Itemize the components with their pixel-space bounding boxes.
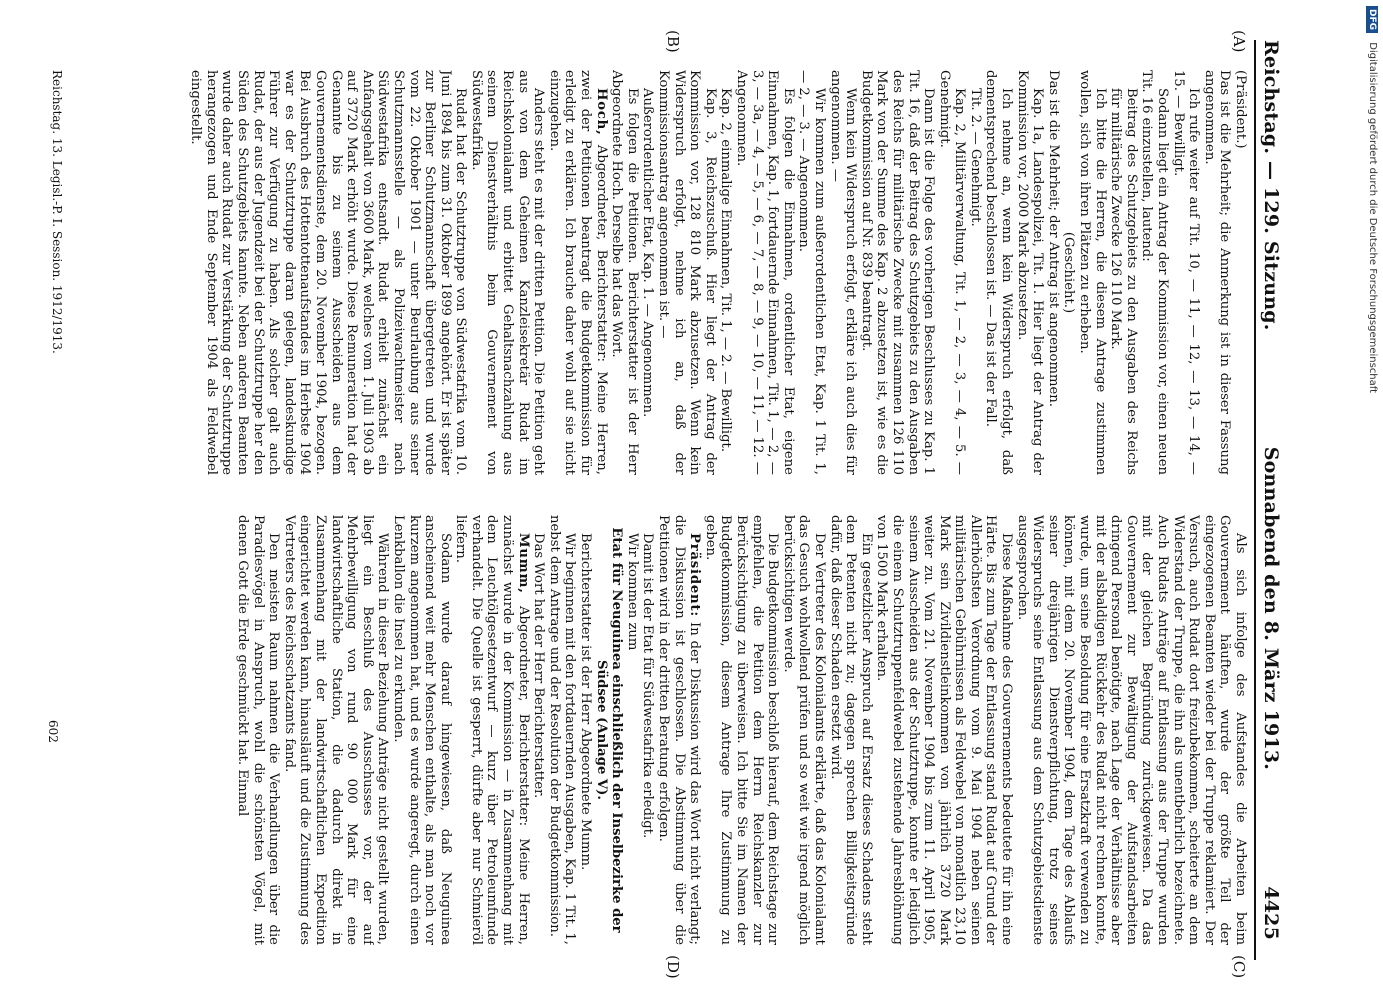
paragraph — [577, 515, 593, 945]
paragraph-text: Kap. 2, einmalige Einnahmen, Tit. 1, — 2. — Bewilligt. — [718, 88, 734, 453]
paragraph-text: Abgeordneter, Berichterstatter: Meine Herren, zwei der Petitionen beantragt die Budgetkommission für erledigt zu erklären. Ich brauche daher wohl auf sie nicht einzugehen. — [546, 70, 609, 475]
paragraph — [1014, 70, 1045, 475]
paragraph — [827, 70, 858, 475]
paragraph — [1232, 70, 1248, 475]
paragraph-text: Sodann wurde darauf hingewiesen, daß Neuguinea anscheinend weit mehr Menschen enthalte, als man noch vor kurzem angenommen hat, und es wurde angeregt, durch einen Lenkballon die Insel zu erkunden. — [390, 515, 453, 945]
paragraph — [936, 70, 967, 475]
paragraph-text: Kap. 2, Militärverwaltung, Tit. 1, — 2, — 3, — 4, — 5. — Genehmigt. — [936, 70, 968, 475]
paragraph-text: Abgeordneter, Berichterstatter: Meine Herren, zunächst wurde in der Kommission — in Zusammenhang mit dem Leuchtölgesetzentwurf — kurz über Petroleumfunde verhandelt. Die Quelle ist gesperrt, dürfte aber nur Schmieröl liefern. — [453, 515, 531, 945]
paragraph — [702, 515, 780, 945]
paragraph — [1108, 70, 1139, 475]
paragraph — [967, 70, 983, 475]
paragraph-text: (Geschieht.) — [1061, 231, 1077, 314]
paragraph — [546, 70, 608, 475]
paragraph-text: Diese Maßnahme des Gouvernements bedeutete für ihn eine Härte. Bis zum Tage der Entlassung stand Rudat auf Grund der Allerhöchsten Verordnung vom 9. Mai 1904 neben seinen militärischen Gebührnissen als Feldwebel von monatlich 23,10 Mark sein Zivildienstleinkommen von jährlich 3720 Mark weiter zu. Vom 21. November 1904 bis zum 11. April 1905, seinem Ausscheiden aus der Schutztruppe, konnte er lediglich die einem Schutztruppenfeldwebel zustehende Jahresblöhnung von 1500 Mark erhalten. — [874, 515, 1015, 945]
paragraph — [1170, 70, 1201, 475]
header-rule — [1254, 40, 1256, 960]
paragraph-text: Wir beginnen mit den fortdauernden Ausgaben, Kap. 1 Tit. 1, nebst dem Antrage und der Resolution der Budgetkommission. — [546, 515, 578, 945]
document-page — [22, 0, 1322, 1000]
paragraph — [655, 515, 702, 945]
paragraph-text: Den meisten Raum nahmen die Verhandlungen über die Paradiesvögel in Anspruch, wohl die schönsten Vögel, mit denen Gott die Erde geschmückt hat. Einmal — [235, 515, 282, 945]
paragraph-text: Wir kommen zum — [624, 533, 640, 651]
paragraph-text: Tit. 2. — Genehmigt. — [967, 88, 983, 227]
paragraph — [640, 515, 656, 945]
paragraph-text: Die Budgetkommission beschloß hierauf, dem Reichstage zur empfehlen, die Petition dem Herrn Reichskanzler zur Berücksichtigung zu überweisen. Ich bitte Sie im Namen der Budgetkommission, diesem Antrage Ihre Zustimmung zu geben. — [702, 515, 781, 945]
paragraph — [874, 515, 1014, 945]
paragraph — [655, 70, 717, 475]
paragraph-text: Ich bitte die Herren, die diesem Antrage zustimmen wollen, sich von ihren Plätzen zu erheben. — [1077, 70, 1108, 475]
paragraph — [858, 70, 936, 475]
paragraph — [609, 70, 640, 475]
paragraph-text: Etat für Neuguinea einschließlich der Inselbezirke der Südsee (Anlage V). — [593, 527, 625, 933]
paragraph — [1076, 70, 1107, 475]
paragraph — [1139, 70, 1170, 475]
paragraph — [234, 515, 281, 945]
paragraph — [531, 515, 547, 945]
paragraph-text: Wir kommen zum außerordentlichen Etat, Kap. 1 Tit. 1, — 2, — 3. — Angenommen. — [796, 70, 827, 475]
paragraph-text: Es folgen die Petitionen. Berichterstatter ist der Herr Abgeordnete Hoch. Derselbe hat das Wort. — [609, 70, 640, 475]
paragraph-text: Beitrag des Schutzgebiets zu den Ausgaben des Reichs für militärische Zwecke 126 110 Mark. — [1108, 88, 1139, 475]
margin-marker-a: (A) — [1230, 30, 1248, 53]
paragraph-text: Kap. 3, Reichszuschuß. Hier liegt der Antrag der Kommission vor, 128 810 Mark abzusetzen. Wenn kein Widerspruch erfolgt, nehme ich an, daß der Kommissionsantrag angenommen ist. — — [656, 70, 718, 475]
paragraph-text: Rudat hat der Schutztruppe von Südwestafrika vom 10. Juni 1894 bis zum 31. Oktober 1899 angehört. Er ist später zur Berliner Schutzmannschaft übergetreten und wurde vom 22. Oktober 1901 — unter Beurlaubung aus seiner Schutzmannsstelle — als Polizeiwachtmeister nach Südwestafrika entsandt. Rudat erhielt zunächst ein Anfangsgehalt von 3600 Mark, welches vom 1. Juli 1903 ab auf 3720 Mark erhöht wurde. Diese Remuneration hat der Genannte bis zu seinem Ausscheiden aus dem Gouvernementsdienste, dem 20. November 1904, bezogen. Bei Ausbruch des Hottentottenaufstandes im Herbste 1904 war es der Schutztruppe daran gelegen, landeskundige Führer zur Verfügung zu haben. Als solcher galt auch Rudat, der aus der Jugendzeit bei der Schutztruppe her den Süden des Schutzgebiets kannte. Neben anderen Beamten wurde daher auch Rudat zur Verstärkung der Schutztruppe herangezogen und Ende September 1904 als Feldwebel eingestellt. — [188, 70, 469, 475]
right-text-column — [68, 515, 1248, 945]
paragraph-text: Dann ist die Folge des vorherigen Beschlusses zu Kap. 1 Tit. 16, daß der Beitrag des Schutzgebiets zu den Ausgaben des Reichs für militärische Zwecke mit zusammen 126 110 Mark von der Summe des Kap. 2 abzusetzen ist, wie es die Budgetkommission auf Nr. 839 beantragt. — [858, 70, 937, 475]
dfg-stamp-text: Digitalisierung gefördert durch die Deutsche Forschungsgemeinschaft — [1367, 42, 1378, 394]
paragraph-text: Der Vertreter des Kolonialamts erklärte, daß das Kolonialamt das Gesuch wohlwollend prüfen und so weit wie irgend möglich berücksichtigen werde. — [780, 515, 827, 945]
paragraph-text: Ich rufe weiter auf Tit. 10, — 11, — 12, — 13, — 14, — 15. — Bewilligt. — [1170, 70, 1202, 475]
margin-marker-b: (B) — [664, 30, 682, 53]
paragraph — [780, 515, 827, 945]
paragraph-text: Als sich infolge des Aufstandes die Arbeiten beim Gouvernement häuften, wurde der größte Teil der eingezogenen Beamten wieder bei der Truppe reklamiert. Der Versuch, auch Rudat dort freizubekommen, scheiterte an dem Widerstand der Truppe, die ihn als unentbehrlich bezeichnete. Auch Rudats Anträge auf Entlassung aus der Truppe wurden mit der gleichen Begründung zurückgewiesen. Da das Gouvernement zur Bewältigung der Aufstandsarbeiten dringend Personal benötigte, nach Lage der Verhältnisse aber mit der alsbaldigen Rückkehr des Rudat nicht rechnen konnte, wurde, um seine Besoldung für eine Ersatzkraft verwenden zu können, mit dem 20. November 1904, dem Tage des Ablaufs seiner dreijährigen Dienstverpflichtung, trotz seines Widerspruchs seine Entlassung aus dem Schutzgebietsdienste ausgesprochen. — [1014, 515, 1248, 945]
paragraph-text: Berichterstatter ist der Herr Abgeordnete Mumm. — [578, 533, 594, 871]
paragraph-text: Damit ist der Etat für Südwestafrika erledigt. — [640, 533, 656, 839]
speaker-name: Präsident: — [687, 533, 703, 618]
paragraph — [1061, 70, 1077, 475]
margin-marker-c: (C) — [1230, 955, 1248, 979]
header-date: Sonnabend den 8. März 1913. — [1260, 446, 1282, 771]
paragraph — [546, 515, 577, 945]
paragraph-text: Es folgen die Einnahmen, ordentlicher Etat, eigene Einnahmen, Kap. 1, fortdauernde Einnahmen, Tit. 1, — 2, — 3, — 3a, — 4, — 5, — 6, — 7, — 8, — 9, — 10, — 11, — 12. — Angenommen. — [734, 70, 796, 475]
paragraph-text: Das Wort hat der Herr Berichterstatter. — [531, 533, 547, 799]
paragraph-text: Das ist die Mehrheit; die Anmerkung ist in dieser Fassung angenommen. — [1201, 70, 1233, 475]
paragraph-text: Wenn kein Widerspruch erfolgt, erkläre ich auch dies für angenommen. — — [827, 70, 859, 475]
dfg-logo: DFG — [1366, 6, 1378, 33]
paragraph-text: Außerordentlicher Etat, Kap. 1. — Angenommen. — [640, 88, 656, 418]
paragraph — [1014, 515, 1248, 945]
paragraph — [468, 70, 546, 475]
speaker-name: Mumm, — [515, 533, 531, 594]
paragraph-text: Das ist die Mehrheit; der Antrag ist angenommen. — [1045, 70, 1061, 407]
header-left: Reichstag. — 129. Sitzung. — [1260, 40, 1282, 331]
paragraph — [1201, 70, 1232, 475]
header-page-number: 4425 — [1260, 886, 1282, 940]
dfg-stamp — [1348, 6, 1378, 606]
left-text-column — [68, 70, 1248, 475]
paragraph — [733, 70, 795, 475]
paragraph-text: Während in dieser Beziehung Anträge nicht gestellt wurden, liegt ein Beschluß des Ausschusses vor, der auf Mehrbewilligung von rund 90 000 Mark für eine landwirtschaftliche Station, die dadurch direkt in Zusammenhang mit der landwirtschaftlichen Expedition eingerichtet werden kann, hinausläuft und die Zustimmung des Vertreters des Reichsschatzamts fand. — [281, 515, 391, 945]
paragraph — [1045, 70, 1061, 475]
margin-marker-d: (D) — [664, 955, 682, 979]
speaker-name: Hoch, — [593, 88, 609, 136]
paragraph — [281, 515, 390, 945]
paragraph-text: (Präsident.) — [1233, 70, 1248, 149]
footer-page-number: 602 — [46, 720, 60, 743]
paragraph — [390, 515, 452, 945]
paragraph — [640, 70, 656, 475]
paragraph — [593, 515, 624, 945]
running-header — [1260, 40, 1300, 940]
paragraph — [624, 515, 640, 945]
paragraph — [453, 515, 531, 945]
paragraph-text: Sodann liegt ein Antrag der Kommission vor, einen neuen Tit. 16 einzustellen, lautend: — [1139, 70, 1171, 475]
paragraph — [983, 70, 1014, 475]
paragraph-text: Kap. 1a, Landespolizei, Tit. 1. Hier liegt der Antrag der Kommission vor, 2000 Mark abzusetzen. — [1014, 70, 1046, 475]
paragraph-text: Ein gesetzlicher Anspruch auf Ersatz dieses Schadens steht dem Petenten nicht zu; dagegen sprechen Billigkeitsgründe dafür, daß dieser Schaden ersetzt wird. — [827, 515, 874, 945]
paragraph — [718, 70, 734, 475]
paragraph-text: Anders steht es mit der dritten Petition. Die Petition geht aus von dem Geheimen Kanzleisekretär Rudat im Reichskolonialamt und erbittet Gehaltsnachzahlung aus seinem Dienstverhältnis beim Gouvernement von Südwestafrika. — [468, 70, 547, 475]
paragraph — [796, 70, 827, 475]
paragraph — [188, 70, 469, 475]
footer-session: Reichstag. 13. Legisl.-P. I. Session. 1912/1913. — [50, 70, 64, 354]
paragraph — [827, 515, 874, 945]
paragraph-text: Ich nehme an, wenn kein Widerspruch erfolgt, daß dementsprechend beschlossen ist. — Das ist der Fall. — [983, 70, 1015, 475]
paragraph-text: In der Diskussion wird das Wort nicht verlangt; die Diskussion ist geschlossen. Die Abstimmung über die Petitionen wird in der dritten Beratung erfolgen. — [656, 515, 703, 945]
